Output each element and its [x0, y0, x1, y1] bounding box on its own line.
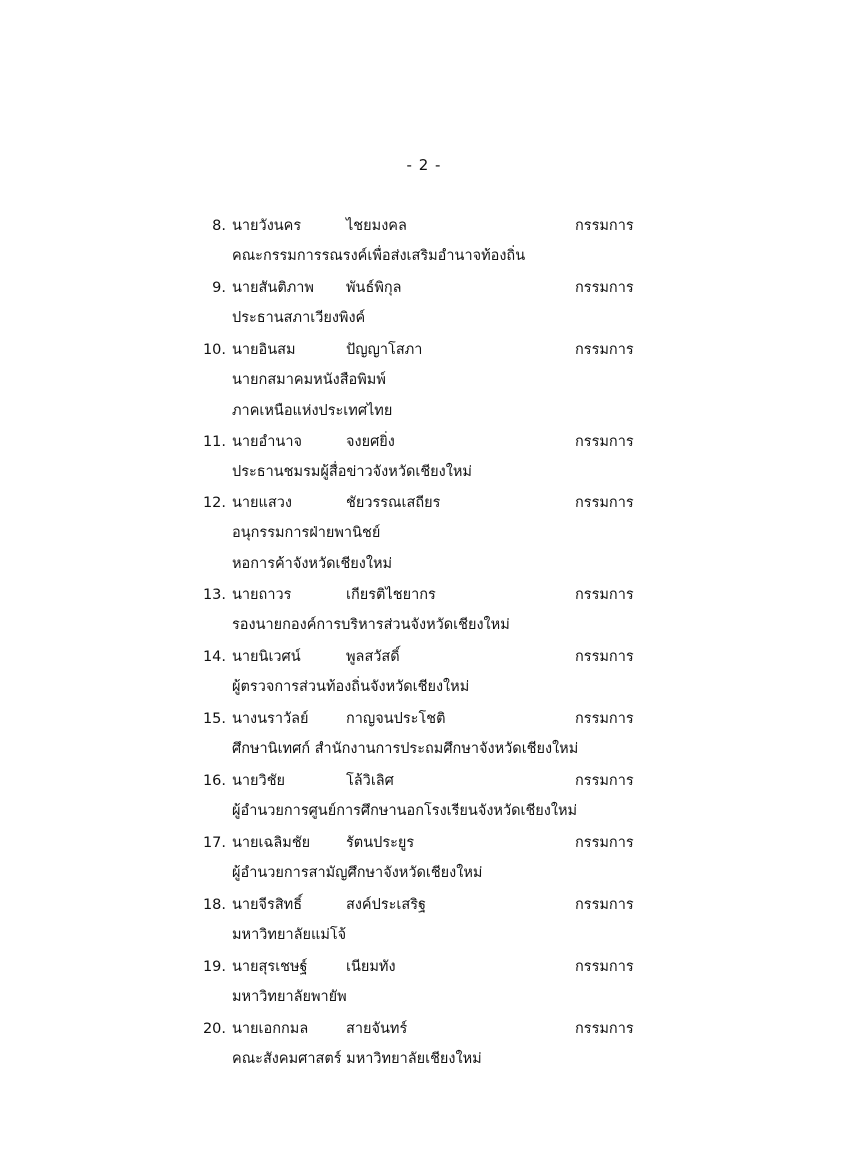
member-role: กรรมการ — [575, 587, 634, 603]
committee-member — [0, 952, 848, 1013]
member-first-name: นายเอกกมล — [232, 1021, 309, 1037]
member-role: กรรมการ — [575, 280, 634, 296]
member-last-name: กาญจนประโชติ — [346, 711, 446, 727]
committee-member — [0, 427, 848, 488]
member-role: กรรมการ — [575, 1021, 634, 1037]
member-first-name: นายถาวร — [232, 587, 292, 603]
member-number: 20. — [202, 1021, 226, 1037]
member-number: 13. — [202, 587, 226, 603]
member-position: คณะกรรมการรณรงค์เพื่อส่งเสริมอำนาจท้องถิ่น — [232, 248, 526, 264]
member-role: กรรมการ — [575, 773, 634, 789]
member-row — [0, 766, 848, 796]
member-position: ประธานสภาเวียงพิงค์ — [232, 310, 366, 326]
member-first-name: นายจีรสิทธิ์ — [232, 897, 303, 913]
member-last-name: จงยศยิ่ง — [346, 434, 395, 450]
member-last-name: เกียรติไชยากร — [346, 587, 436, 603]
member-position: รองนายกองค์การบริหารส่วนจังหวัดเชียงใหม่ — [232, 617, 510, 633]
member-position: อนุกรรมการฝ่ายพานิชย์ — [232, 525, 381, 541]
member-position: มหาวิทยาลัยพายัพ — [232, 989, 347, 1005]
member-number: 14. — [202, 649, 226, 665]
committee-member — [0, 211, 848, 272]
committee-member — [0, 890, 848, 951]
member-row — [0, 488, 848, 518]
committee-member — [0, 766, 848, 827]
member-first-name: นายแสวง — [232, 495, 292, 511]
member-row — [0, 890, 848, 920]
member-position: คณะสังคมศาสตร์ มหาวิทยาลัยเชียงใหม่ — [232, 1051, 482, 1067]
member-number: 9. — [212, 280, 226, 296]
member-last-name: รัตนประยูร — [346, 835, 415, 851]
member-last-name: สายจันทร์ — [346, 1021, 408, 1037]
committee-member — [0, 488, 848, 580]
member-last-name: ปัญญาโสภา — [346, 342, 423, 358]
member-role: กรรมการ — [575, 897, 634, 913]
member-row — [0, 642, 848, 672]
member-role: กรรมการ — [575, 495, 634, 511]
member-role: กรรมการ — [575, 959, 634, 975]
member-number: 15. — [202, 711, 226, 727]
member-row — [0, 828, 848, 858]
member-last-name: โล้วิเลิศ — [346, 773, 394, 789]
member-row — [0, 1014, 848, 1044]
member-role: กรรมการ — [575, 342, 634, 358]
committee-member — [0, 704, 848, 765]
member-last-name: สงค์ประเสริฐ — [346, 897, 427, 913]
member-first-name: นางนราวัลย์ — [232, 711, 309, 727]
member-number: 12. — [202, 495, 226, 511]
member-row — [0, 580, 848, 610]
member-number: 8. — [212, 218, 226, 234]
member-role: กรรมการ — [575, 434, 634, 450]
member-row — [0, 211, 848, 241]
member-row — [0, 427, 848, 457]
member-position: ผู้ตรวจการส่วนท้องถิ่นจังหวัดเชียงใหม่ — [232, 679, 470, 695]
member-role: กรรมการ — [575, 711, 634, 727]
committee-member — [0, 580, 848, 641]
member-role: กรรมการ — [575, 835, 634, 851]
member-row — [0, 335, 848, 365]
committee-member — [0, 828, 848, 889]
member-position: ประธานชมรมผู้สื่อข่าวจังหวัดเชียงใหม่ — [232, 464, 472, 480]
member-number: 18. — [202, 897, 226, 913]
member-position: ภาคเหนือแห่งประเทศไทย — [232, 403, 393, 419]
member-last-name: ไชยมงคล — [346, 218, 407, 234]
member-first-name: นายเฉลิมชัย — [232, 835, 311, 851]
committee-member — [0, 335, 848, 427]
member-position: ผู้อำนวยการสามัญศึกษาจังหวัดเชียงใหม่ — [232, 865, 483, 881]
committee-member — [0, 642, 848, 703]
member-first-name: นายอินสม — [232, 342, 296, 358]
member-number: 16. — [202, 773, 226, 789]
member-first-name: นายสุรเชษฐ์ — [232, 959, 308, 975]
member-number: 11. — [202, 434, 226, 450]
member-first-name: นายนิเวศน์ — [232, 649, 301, 665]
member-first-name: นายวิชัย — [232, 773, 286, 789]
member-position: หอการค้าจังหวัดเชียงใหม่ — [232, 556, 393, 572]
member-first-name: นายวังนคร — [232, 218, 302, 234]
member-number: 19. — [202, 959, 226, 975]
member-role: กรรมการ — [575, 218, 634, 234]
member-row — [0, 704, 848, 734]
page-number: - 2 - — [406, 156, 442, 174]
committee-member — [0, 1014, 848, 1075]
member-position: ผู้อำนวยการศูนย์การศึกษานอกโรงเรียนจังหวัดเชียงใหม่ — [232, 803, 578, 819]
member-first-name: นายสันติภาพ — [232, 280, 314, 296]
member-position: ศึกษานิเทศก์ สำนักงานการประถมศึกษาจังหวัดเชียงใหม่ — [232, 741, 579, 757]
member-last-name: พูลสวัสดิ์ — [346, 649, 400, 665]
member-position: มหาวิทยาลัยแม่โจ้ — [232, 927, 347, 943]
committee-member — [0, 273, 848, 334]
member-first-name: นายอำนาจ — [232, 434, 302, 450]
member-role: กรรมการ — [575, 649, 634, 665]
member-position: นายกสมาคมหนังสือพิมพ์ — [232, 372, 386, 388]
member-row — [0, 273, 848, 303]
member-last-name: พันธ์พิกุล — [346, 280, 402, 296]
member-last-name: เนียมทัง — [346, 959, 396, 975]
member-last-name: ชัยวรรณเสถียร — [346, 495, 441, 511]
member-number: 17. — [202, 835, 226, 851]
member-row — [0, 952, 848, 982]
member-number: 10. — [202, 342, 226, 358]
